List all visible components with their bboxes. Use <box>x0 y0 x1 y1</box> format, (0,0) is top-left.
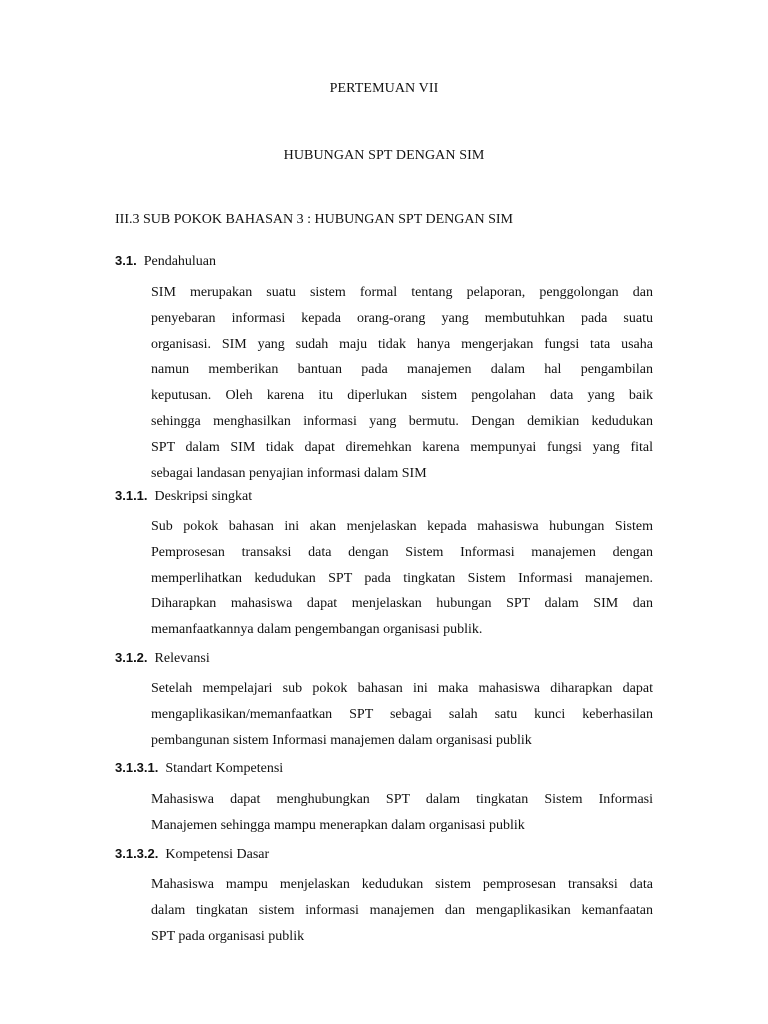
section-title: Kompetensi Dasar <box>165 847 270 862</box>
document-title: PERTEMUAN VII <box>329 81 439 96</box>
paragraph-line: pembangunan sistem Informasi manajemen dalam organisasi publik <box>151 732 532 748</box>
paragraph-line: Mahasiswa dapat menghubungkan SPT dalam tingkatan Sistem Informasi <box>151 792 653 807</box>
paragraph-line: Setelah mempelajari sub pokok bahasan ini maka mahasiswa diharapkan dapat <box>151 681 653 696</box>
paragraph-relevansi <box>151 676 653 753</box>
section-title: Relevansi <box>154 651 210 666</box>
paragraph-line: memanfaatkannya dalam pengembangan organisasi publik. <box>151 622 483 638</box>
section-title: Deskripsi singkat <box>154 489 253 504</box>
paragraph-line: Mahasiswa mampu menjelaskan kedudukan sistem pemprosesan transaksi data <box>151 877 653 892</box>
paragraph-line: sehingga menghasilkan informasi yang bermutu. Dengan demikian kedudukan <box>151 413 653 429</box>
section-heading-3-1 <box>115 253 216 270</box>
paragraph-line: organisasi. SIM yang sudah maju tidak hanya mengerjakan fungsi tata usaha <box>151 336 653 352</box>
section-heading-3-1-1 <box>115 488 252 505</box>
paragraph-line: Diharapkan mahasiswa dapat menjelaskan hubungan SPT dalam SIM dan <box>151 596 653 612</box>
paragraph-line: SPT pada organisasi publik <box>151 928 305 944</box>
section-number: 3.1.1. <box>115 488 148 503</box>
section-number: 3.1. <box>115 253 137 268</box>
paragraph-deskripsi <box>151 514 653 643</box>
paragraph-line: mengaplikasikan/memanfaatkan SPT sebagai salah satu kunci keberhasilan <box>151 706 653 722</box>
section-number: 3.1.3.1. <box>115 760 159 775</box>
paragraph-line: memperlihatkan kedudukan SPT pada tingkatan Sistem Informasi manajemen. <box>151 570 653 586</box>
section-title: Pendahuluan <box>143 254 217 269</box>
paragraph-kompetensi-dasar <box>151 872 653 949</box>
section-title: Standart Kompetensi <box>165 761 284 776</box>
paragraph-line: dalam tingkatan sistem informasi manajemen dan mengaplikasikan kemanfaatan <box>151 902 653 918</box>
paragraph-line: namun memberikan bantuan pada manajemen dalam hal pengambilan <box>151 362 653 378</box>
section-heading-3-1-3-1 <box>115 760 283 777</box>
section-heading-3-1-3-2 <box>115 846 269 863</box>
paragraph-line: penyebaran informasi kepada orang-orang yang membutuhkan pada suatu <box>151 310 653 326</box>
paragraph-line: sebagai landasan penyajian informasi dalam SIM <box>151 465 427 481</box>
paragraph-line: Pemprosesan transaksi data dengan Sistem Informasi manajemen dengan <box>151 544 653 560</box>
section-number: 3.1.2. <box>115 650 148 665</box>
section-heading: III.3 SUB POKOK BAHASAN 3 : HUBUNGAN SPT DENGAN SIM <box>115 212 513 227</box>
document-subtitle: HUBUNGAN SPT DENGAN SIM <box>283 148 485 163</box>
paragraph-line: keputusan. Oleh karena itu diperlukan sistem pengolahan data yang baik <box>151 388 653 404</box>
paragraph-line: Sub pokok bahasan ini akan menjelaskan kepada mahasiswa hubungan Sistem <box>151 519 653 534</box>
section-number: 3.1.3.2. <box>115 846 159 861</box>
paragraph-line: Manajemen sehingga mampu menerapkan dalam organisasi publik <box>151 817 525 833</box>
section-heading-3-1-2 <box>115 650 210 667</box>
paragraph-line: SPT dalam SIM tidak dapat diremehkan karena mempunyai fungsi yang fital <box>151 439 653 455</box>
paragraph-line: SIM merupakan suatu sistem formal tentang pelaporan, penggolongan dan <box>151 285 653 300</box>
paragraph-standart-kompetensi <box>151 787 653 839</box>
paragraph-pendahuluan <box>151 280 653 486</box>
